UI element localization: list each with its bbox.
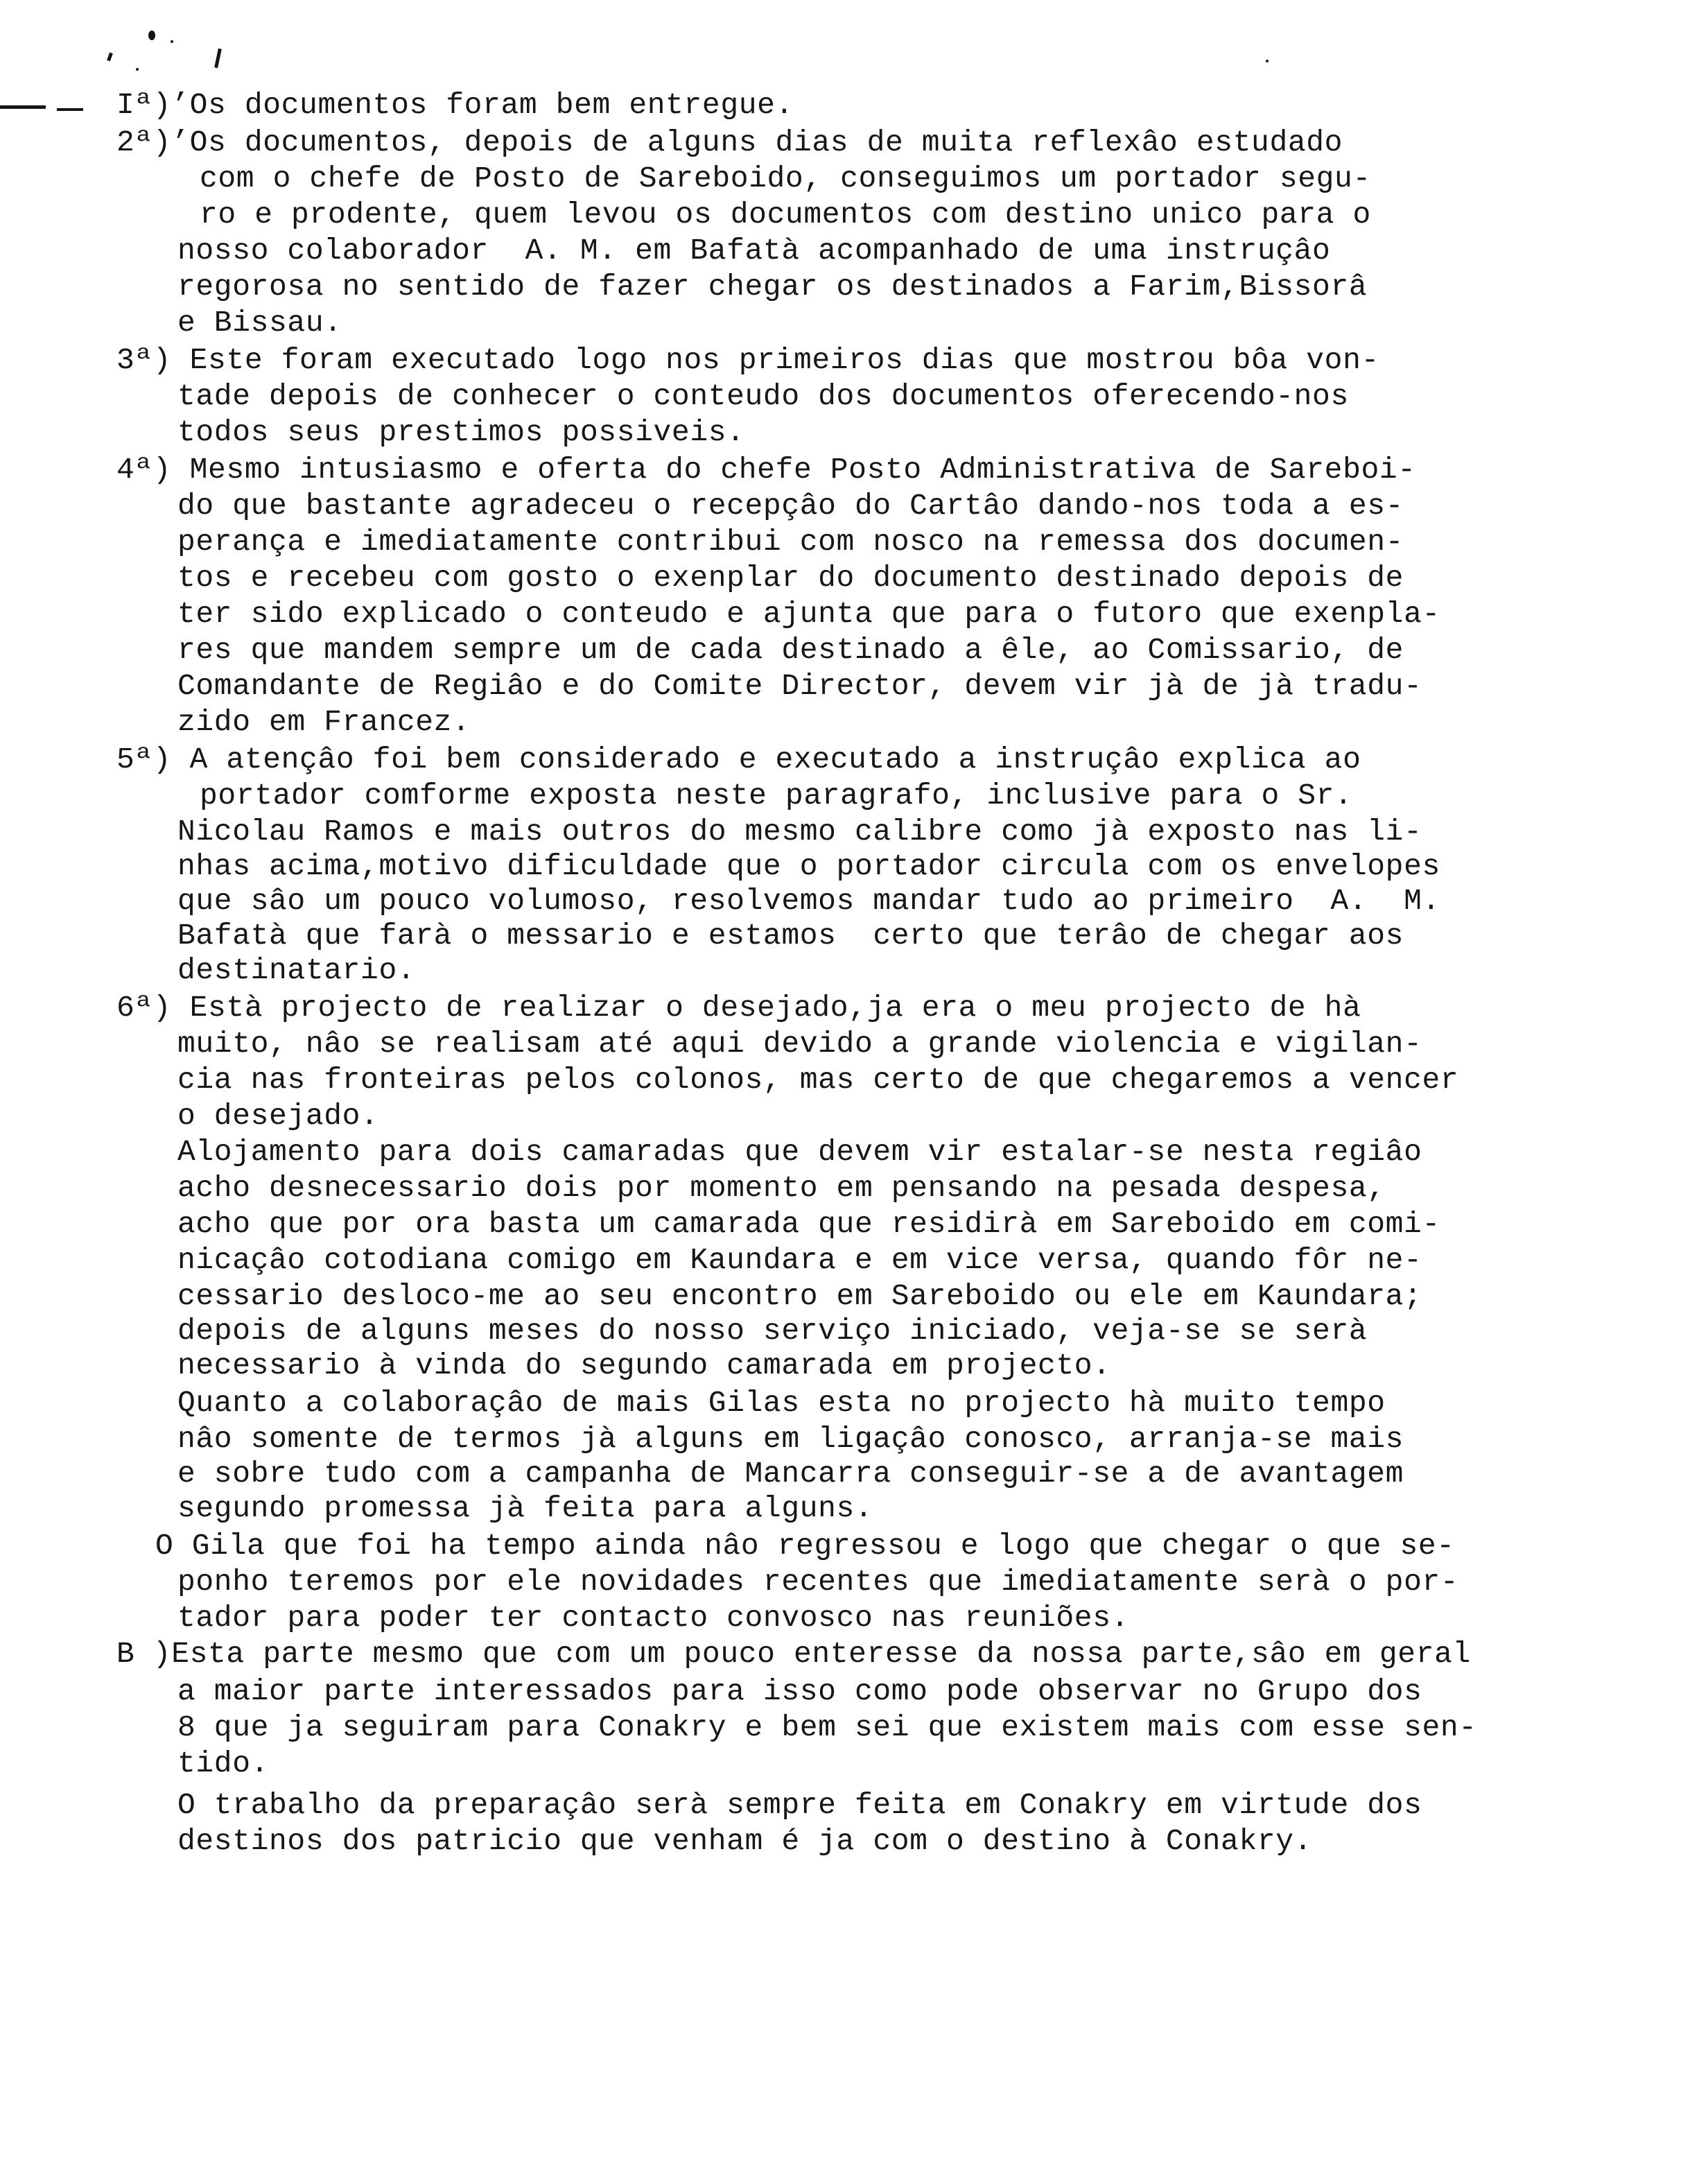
document-line: portador comforme exposta neste paragrafo, inclusive para o Sr. [200, 779, 1353, 813]
document-line: destinos dos patricio que venham é ja com o destino à Conakry. [177, 1824, 1313, 1858]
ink-speck [148, 31, 155, 40]
document-line: nhas acima,motivo dificuldade que o portador circula com os envelopes [177, 849, 1440, 883]
document-line: nicaçâo cotodiana comigo em Kaundara e em vice versa, quando fôr ne- [177, 1243, 1422, 1277]
document-line: nosso colaborador A. M. em Bafatà acompanhado de uma instruçâo [177, 234, 1331, 268]
ink-speck [107, 53, 113, 62]
document-line: que sâo um pouco volumoso, resolvemos mandar tudo ao primeiro A. M. [177, 884, 1440, 918]
document-line: Nicolau Ramos e mais outros do mesmo calibre como jà exposto nas li- [177, 815, 1422, 849]
document-line: ponho teremos por ele novidades recentes que imediatamente serà o por- [177, 1565, 1459, 1599]
document-line: e sobre tudo com a campanha de Mancarra conseguir-se a de avantagem [177, 1457, 1404, 1491]
ink-speck [214, 49, 222, 68]
ink-speck [136, 68, 139, 71]
document-line: zido em Francez. [177, 705, 471, 739]
document-line: tador para poder ter contacto convosco nas reuniões. [177, 1601, 1130, 1635]
document-line: com o chefe de Posto de Sareboido, conseguimos um portador segu- [200, 162, 1371, 196]
document-line: segundo promessa jà feita para alguns. [177, 1491, 873, 1525]
document-line: ro e prodente, quem levou os documentos com destino unico para o [200, 198, 1371, 232]
document-line: 5ª) A atençâo foi bem considerado e executado a instruçâo explica ao [116, 743, 1361, 777]
document-line: cessario desloco-me ao seu encontro em Sareboido ou ele em Kaundara; [177, 1279, 1422, 1313]
document-line: tido. [177, 1747, 270, 1780]
document-line: do que bastante agradeceu o recepçâo do Cartâo dando-nos toda a es- [177, 489, 1404, 523]
document-line: todos seus prestimos possiveis. [177, 415, 745, 449]
document-line: o desejado. [177, 1099, 379, 1133]
document-line: res que mandem sempre um de cada destinado a êle, ao Comissario, de [177, 633, 1404, 667]
document-line: tos e recebeu com gosto o exenplar do documento destinado depois de [177, 561, 1404, 595]
document-line: tade depois de conhecer o conteudo dos documentos oferecendo-nos [177, 379, 1349, 413]
document-line: destinatario. [177, 953, 416, 987]
document-line: O trabalho da preparaçâo serà sempre feita em Conakry em virtude dos [177, 1788, 1422, 1822]
document-line: necessario à vinda do segundo camarada em projecto. [177, 1349, 1111, 1383]
document-line: Bafatà que farà o messario e estamos certo que terâo de chegar aos [177, 919, 1404, 953]
document-line: cia nas fronteiras pelos colonos, mas certo de que chegaremos a vencer [177, 1063, 1459, 1097]
document-line: a maior parte interessados para isso como pode observar no Grupo dos [177, 1674, 1422, 1708]
document-line: muito, nâo se realisam até aqui devido a grande violencia e vigilan- [177, 1027, 1422, 1061]
document-line: acho que por ora basta um camarada que residirà em Sareboido em comi- [177, 1207, 1440, 1241]
document-line: O Gila que foi ha tempo ainda nâo regressou e logo que chegar o que se- [155, 1529, 1455, 1563]
document-line: acho desnecessario dois por momento em pensando na pesada despesa, [177, 1171, 1386, 1205]
document-line: B )Esta parte mesmo que com um pouco enteresse da nossa parte,sâo em geral [116, 1637, 1471, 1671]
document-line: nâo somente de termos jà alguns em ligaçâo conosco, arranja-se mais [177, 1422, 1404, 1456]
document-line: regorosa no sentido de fazer chegar os destinados a Farim,Bissorâ [177, 270, 1368, 304]
document-line: 6ª) Està projecto de realizar o desejado,ja era o meu projecto de hà [116, 991, 1361, 1025]
document-line: Comandante de Regiâo e do Comite Director, devem vir jà de jà tradu- [177, 669, 1422, 703]
document-line: 8 que ja seguiram para Conakry e bem sei que existem mais com esse sen- [177, 1710, 1477, 1744]
document-line: Quanto a colaboraçâo de mais Gilas esta no projecto hà muito tempo [177, 1386, 1386, 1420]
ink-speck [171, 40, 173, 43]
margin-dash-mark [0, 105, 46, 109]
document-line: e Bissau. [177, 306, 342, 340]
document-line: perança e imediatamente contribui com nosco na remessa dos documen- [177, 525, 1404, 559]
ink-speck [1266, 60, 1269, 62]
document-line: 2ª)’Os documentos, depois de alguns dias de muita reflexâo estudado [116, 125, 1343, 159]
document-line: depois de alguns meses do nosso serviço iniciado, veja-se se serà [177, 1314, 1368, 1348]
document-line: ter sido explicado o conteudo e ajunta que para o futoro que exenpla- [177, 597, 1440, 631]
margin-dash-mark [57, 108, 83, 111]
document-line: 3ª) Este foram executado logo nos primeiros dias que mostrou bôa von- [116, 343, 1379, 377]
document-line: Alojamento para dois camaradas que devem vir estalar-se nesta regiâo [177, 1135, 1422, 1169]
document-line: 4ª) Mesmo intusiasmo e oferta do chefe Posto Administrativa de Sareboi- [116, 453, 1416, 487]
document-line: Iª)’Os documentos foram bem entregue. [116, 88, 794, 122]
